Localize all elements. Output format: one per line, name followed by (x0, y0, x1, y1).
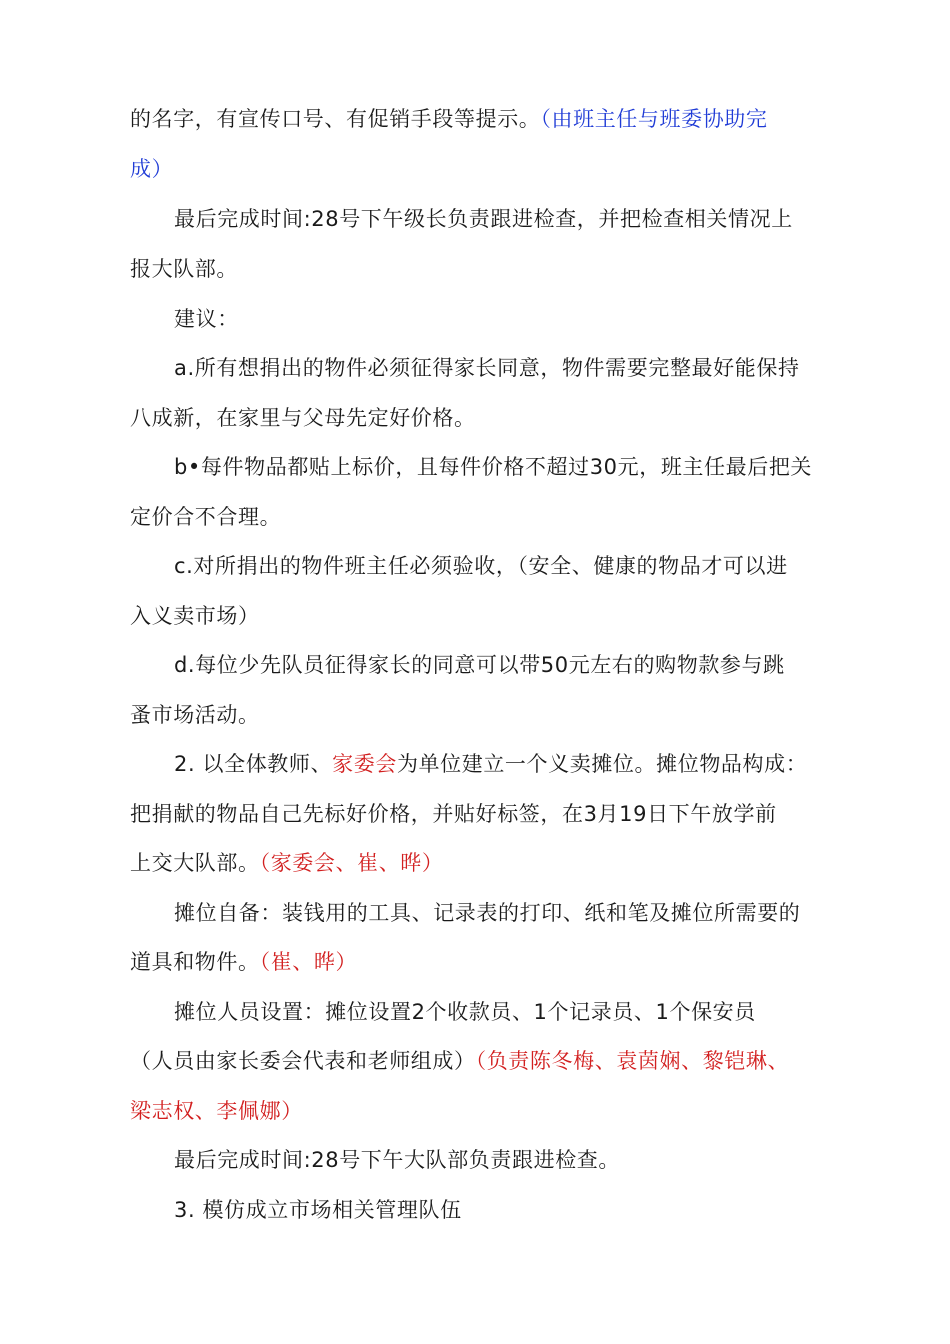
text-run: 2. 以全体教师、 (174, 752, 333, 776)
highlight-run: 成） (130, 157, 174, 181)
text-run: 为单位建立一个义卖摊位。摊位物品构成： (396, 752, 808, 776)
highlight-run: （家委会、崔、晔） (259, 851, 444, 875)
text-line (174, 749, 807, 779)
text-line (174, 551, 788, 581)
text-run: 把捐献的物品自己先标好价格，并贴好标签，在3月19日下午放学前 (130, 802, 777, 826)
text-run: a.所有想捐出的物件必须征得家长同意，物件需要完整最好能保持 (174, 356, 800, 380)
text-line (174, 650, 785, 680)
text-run: 八成新，在家里与父母先定好价格。 (130, 406, 476, 430)
text-line (130, 1096, 303, 1126)
text-line (130, 848, 444, 878)
text-line (174, 304, 239, 334)
text-run: 入义卖市场） (130, 604, 260, 628)
text-run: 蚤市场活动。 (130, 703, 260, 727)
text-line (130, 799, 777, 829)
text-line (130, 154, 173, 184)
text-run: 建议： (174, 307, 239, 331)
text-line (130, 700, 260, 730)
highlight-run: 梁志权、李佩娜） (130, 1099, 303, 1123)
text-line (174, 452, 812, 482)
text-line (130, 1046, 789, 1076)
text-run: 最后完成时间:28号下午级长负责跟进检查，并把检查相关情况上 (174, 207, 793, 231)
highlight-run: 家委会 (332, 752, 397, 776)
text-run: 摊位自备：装钱用的工具、记录表的打印、纸和笔及摊位所需要的 (174, 901, 801, 925)
text-line (174, 1145, 620, 1175)
highlight-run: （崔、晔） (259, 950, 358, 974)
text-run: 上交大队部。 (130, 851, 260, 875)
text-line (130, 104, 768, 134)
highlight-run: （负责陈冬梅、袁茵娴、黎铠琳、 (475, 1049, 790, 1073)
text-run: 报大队部。 (130, 257, 238, 281)
text-line (130, 502, 281, 532)
text-run: 道具和物件。 (130, 950, 260, 974)
text-run: b•每件物品都贴上标价，且每件价格不超过30元，班主任最后把关 (174, 455, 813, 479)
text-run: 摊位人员设置：摊位设置2个收款员、1个记录员、1个保安员 (174, 1000, 756, 1024)
text-line (130, 947, 357, 977)
text-line (130, 403, 476, 433)
text-run: d.每位少先队员征得家长的同意可以带50元左右的购物款参与跳 (174, 653, 785, 677)
text-line (174, 204, 793, 234)
text-run: 定价合不合理。 (130, 505, 282, 529)
text-line (174, 353, 800, 383)
text-line (174, 997, 756, 1027)
text-line (130, 254, 238, 284)
text-run: （人员由家长委会代表和老师组成） (130, 1049, 476, 1073)
text-run: 3. 模仿成立市场相关管理队伍 (174, 1198, 462, 1222)
text-line (174, 898, 800, 928)
text-line (174, 1195, 462, 1225)
text-run: 的名字，有宣传口号、有促销手段等提示。 (130, 107, 541, 131)
text-line (130, 601, 260, 631)
highlight-run: （由班主任与班委协助完 (540, 107, 768, 131)
text-run: 最后完成时间:28号下午大队部负责跟进检查。 (174, 1148, 620, 1172)
text-run: c.对所捐出的物件班主任必须验收，（安全、健康的物品才可以进 (174, 554, 788, 578)
